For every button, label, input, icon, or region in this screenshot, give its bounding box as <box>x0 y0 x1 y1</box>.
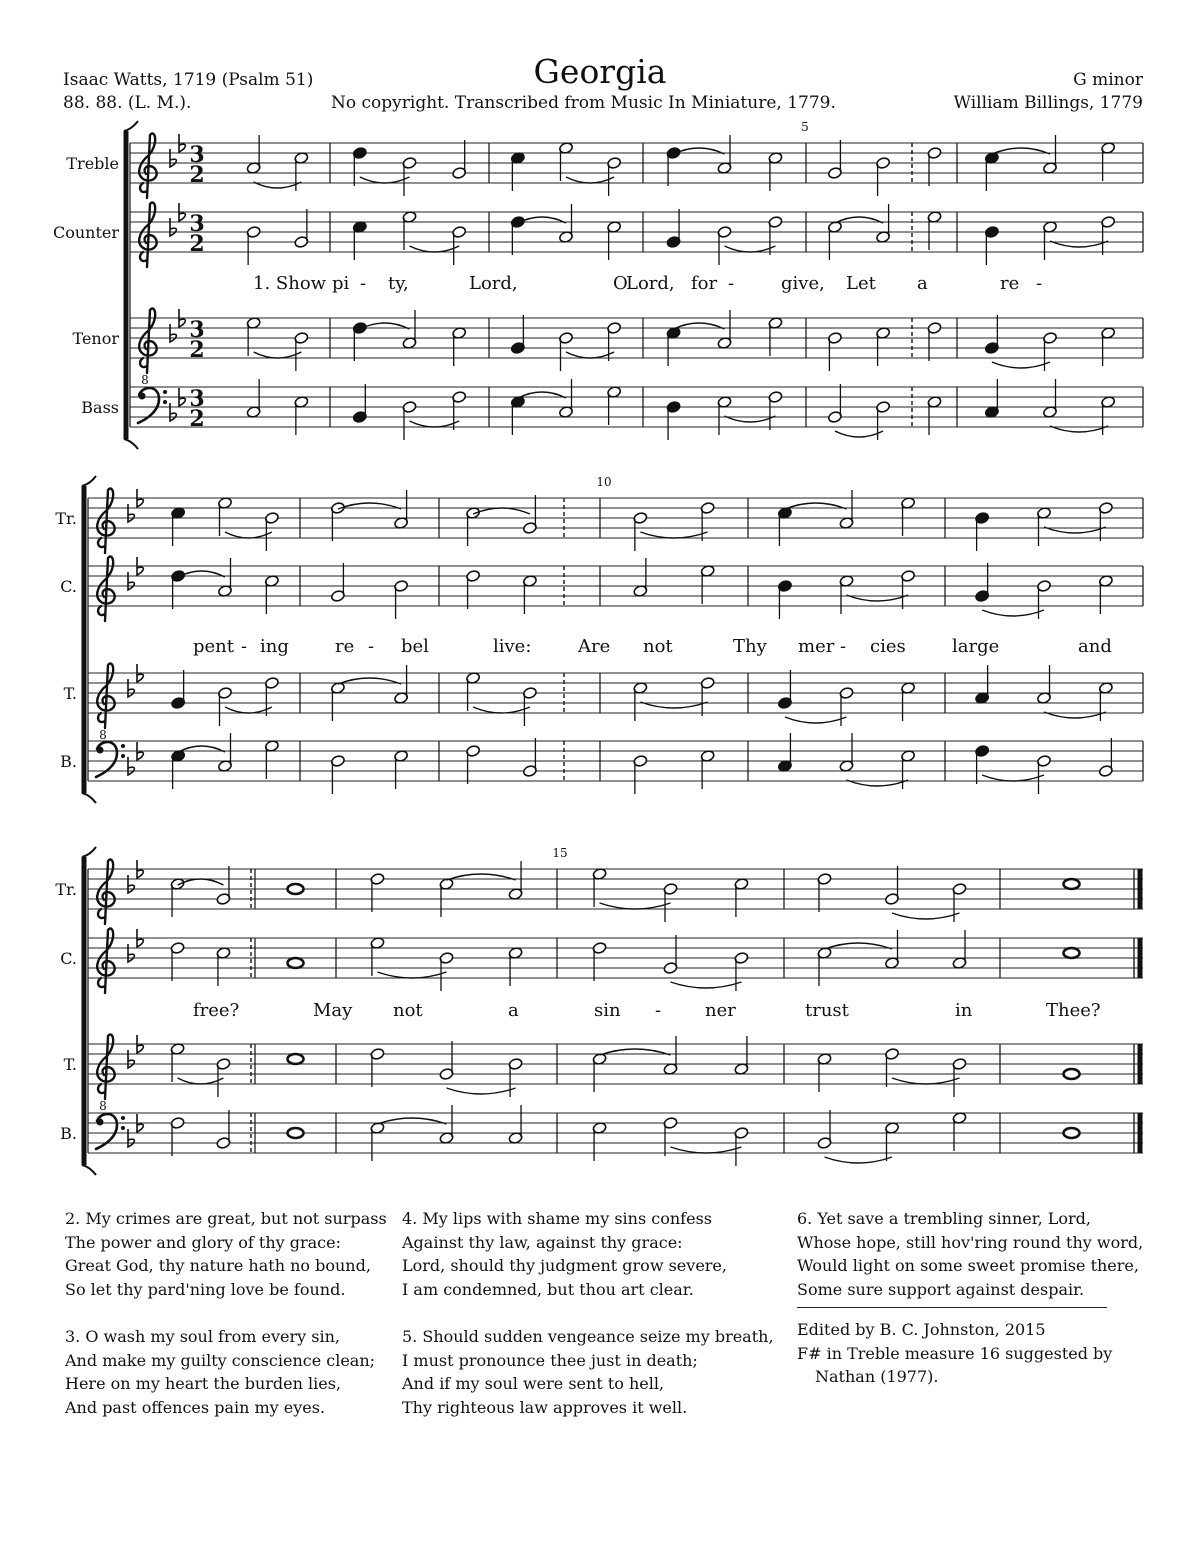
lyric-syllable: O <box>613 273 628 294</box>
lyric-syllable: and <box>1078 636 1112 657</box>
octave-mark: 8 <box>141 373 149 387</box>
lyric-syllable: live: <box>493 636 532 657</box>
bass-clef-dot <box>121 744 125 748</box>
measure-number: 5 <box>801 120 809 134</box>
lyric-syllable: Lord, <box>626 273 675 294</box>
measure-number: 15 <box>552 846 568 860</box>
lyric-syllable: - <box>241 636 248 657</box>
flat-icon <box>128 757 134 775</box>
whole-note-head <box>288 958 304 968</box>
lyric-syllable: cies <box>870 636 906 657</box>
lyric-syllable: ing <box>260 636 289 657</box>
lyric-syllable: 1. Show <box>253 273 327 294</box>
part-name: C. <box>60 949 77 968</box>
lyric-syllable: pent <box>193 636 235 657</box>
slur <box>640 532 707 538</box>
verse-4 <box>402 1207 774 1301</box>
lyric-syllable: large <box>952 636 1000 657</box>
bass-clef-dot <box>163 390 167 394</box>
flat-icon <box>128 1050 134 1068</box>
verse-5 <box>402 1325 774 1419</box>
flat-icon <box>128 504 134 522</box>
lyric-syllable: in <box>955 1000 973 1021</box>
flat-icon <box>170 149 176 167</box>
lyric-syllable: Thee? <box>1046 1000 1101 1021</box>
bass-clef-dot <box>121 1126 125 1130</box>
editorial-notes <box>797 1318 1143 1389</box>
whole-note-head <box>1064 879 1080 889</box>
verse-line: 3. O wash my soul from every sin, <box>65 1327 340 1346</box>
lyric-syllable: - <box>840 636 847 657</box>
lyric-syllable: - <box>728 273 735 294</box>
part-name: Bass <box>81 398 119 417</box>
octave-mark: 8 <box>99 1099 107 1113</box>
slur <box>225 532 272 538</box>
time-signature-top: 3 <box>189 386 205 412</box>
flat-icon <box>128 944 134 962</box>
slur <box>825 1157 893 1163</box>
slur <box>785 717 847 723</box>
editorial-line: Edited by B. C. Johnston, 2015 <box>797 1320 1046 1339</box>
lyric-syllable: Thy <box>733 636 767 657</box>
part-name: Tr. <box>55 509 77 528</box>
lyric-syllable: ty, <box>388 273 409 294</box>
time-signature-bottom: 2 <box>189 337 205 363</box>
lyric-syllable: sin <box>594 1000 621 1021</box>
flat-icon <box>128 875 134 893</box>
lyric-syllable: re <box>1000 273 1020 294</box>
slur <box>566 352 614 358</box>
slur <box>982 775 1044 781</box>
slur <box>992 362 1050 368</box>
bracket-bottom <box>124 439 138 449</box>
verse-line: So let thy pard'ning love be found. <box>65 1279 346 1299</box>
text-author: Isaac Watts, 1719 (Psalm 51) <box>63 70 314 90</box>
part-name: T. <box>63 684 77 703</box>
verse-line: And if my soul were sent to hell, <box>402 1374 665 1393</box>
slur <box>835 431 883 437</box>
slur <box>447 1088 516 1094</box>
slur <box>892 913 960 919</box>
slur <box>410 421 460 427</box>
verse-line: Whose hope, still hov'ring round thy word, <box>797 1232 1144 1252</box>
verse-line: The power and glory of thy grace: <box>65 1232 341 1252</box>
slur <box>725 246 776 252</box>
flat-icon <box>128 572 134 590</box>
lyric-syllable: free? <box>193 1000 240 1021</box>
lyric-syllable: - <box>1036 273 1043 294</box>
part-name: Tenor <box>72 329 119 348</box>
whole-note-head <box>288 1054 304 1064</box>
verse-line: Lord, should thy judgment grow severe, <box>402 1256 727 1275</box>
bass-clef-dot <box>121 754 125 758</box>
whole-note-head <box>1064 1069 1080 1079</box>
verse-3 <box>65 1325 387 1419</box>
slur <box>671 1147 742 1153</box>
bass-clef-dot <box>163 400 167 404</box>
lyric-syllable: not <box>643 636 673 657</box>
octave-mark: 8 <box>99 728 107 742</box>
slur <box>473 508 530 514</box>
slur <box>566 177 614 183</box>
verses-column-2 <box>402 1207 774 1443</box>
verse-line: Great God, thy nature hath no bound, <box>65 1256 371 1275</box>
verse-6 <box>797 1207 1143 1301</box>
lyric-syllable: - <box>655 1000 662 1021</box>
verse-line: I am condemned, but thou art clear. <box>402 1279 694 1299</box>
bass-clef-dot <box>97 1119 104 1126</box>
slur <box>360 177 410 183</box>
slur <box>178 1078 224 1084</box>
flat-icon <box>128 679 134 697</box>
slur <box>178 879 224 885</box>
slur <box>600 903 671 909</box>
lyric-syllable: Let <box>846 273 876 294</box>
composer: William Billings, 1779 <box>953 93 1143 113</box>
verse-line: And make my guilty conscience clean; <box>65 1350 376 1370</box>
verse-line: 4. My lips with shame my sins confess <box>402 1209 712 1228</box>
whole-note-head <box>288 884 304 894</box>
slur <box>473 707 530 713</box>
divider <box>797 1307 1107 1308</box>
bracket-top <box>82 847 96 857</box>
part-name: Tr. <box>55 880 77 899</box>
lyric-syllable: Are <box>578 636 611 657</box>
verse-line: Some sure support against despair. <box>797 1279 1085 1299</box>
editorial-line: Nathan (1977). <box>815 1367 939 1386</box>
part-name: C. <box>60 577 77 596</box>
slur <box>377 972 446 978</box>
measure-number: 10 <box>596 475 612 489</box>
lyric-syllable: - <box>368 636 375 657</box>
lyric-syllable: a <box>917 273 928 294</box>
key-label: G minor <box>1073 70 1143 90</box>
lyric-syllable: re <box>335 636 355 657</box>
bracket-top <box>124 121 138 131</box>
lyric-syllable: ner <box>705 1000 736 1021</box>
bracket-bottom <box>82 1165 96 1175</box>
time-signature-bottom: 2 <box>189 162 205 188</box>
flat-icon <box>170 403 176 421</box>
lyric-syllable: bel <box>401 636 429 657</box>
time-signature-top: 3 <box>189 142 205 168</box>
time-signature-bottom: 2 <box>189 406 205 432</box>
time-signature-top: 3 <box>189 211 205 237</box>
lyric-syllable: mer <box>798 636 835 657</box>
bass-clef-dot <box>97 747 104 754</box>
lyric-syllable: pi <box>332 273 350 294</box>
lyric-syllable: trust <box>805 1000 849 1021</box>
time-signature-bottom: 2 <box>189 231 205 257</box>
bracket-top <box>82 476 96 486</box>
verses-column-1 <box>65 1207 387 1443</box>
verse-line: I must pronounce thee just in death; <box>402 1350 698 1370</box>
slur <box>892 1078 960 1084</box>
part-name: Treble <box>66 154 119 173</box>
flat-icon <box>170 324 176 342</box>
lyric-syllable: for <box>691 273 718 294</box>
time-signature-top: 3 <box>189 317 205 343</box>
verse-line: Thy righteous law approves it well. <box>402 1397 688 1417</box>
lyric-syllable: - <box>360 273 367 294</box>
flat-icon <box>170 218 176 236</box>
bass-clef-dot <box>139 393 146 400</box>
part-name: B. <box>60 752 77 771</box>
verse-line: 5. Should sudden vengeance seize my breath, <box>402 1327 774 1346</box>
whole-note-head <box>1064 948 1080 958</box>
slur <box>982 610 1044 616</box>
flat-icon <box>128 1129 134 1147</box>
lyric-syllable: give, <box>781 273 825 294</box>
editorial-line: F# in Treble measure 16 suggested by <box>797 1343 1113 1363</box>
verse-line: Against thy law, against thy grace: <box>402 1232 683 1252</box>
part-name: T. <box>63 1055 77 1074</box>
slur <box>225 707 272 713</box>
copyright-note: No copyright. Transcribed from Music In Miniature, 1779. <box>331 93 836 113</box>
bracket-bottom <box>82 793 96 803</box>
hymn-title: Georgia <box>533 52 667 91</box>
verse-2 <box>65 1207 387 1301</box>
lyric-syllable: a <box>508 1000 519 1021</box>
slur <box>410 246 460 252</box>
verse-line: Would light on some sweet promise there, <box>797 1256 1139 1275</box>
verse-line: 2. My crimes are great, but not surpass <box>65 1209 387 1228</box>
whole-note-head <box>1064 1128 1080 1138</box>
whole-note-head <box>288 1128 304 1138</box>
verse-line: 6. Yet save a trembling sinner, Lord, <box>797 1209 1092 1228</box>
verses-column-3 <box>797 1207 1143 1389</box>
slur <box>671 982 742 988</box>
verse-line: Here on my heart the burden lies, <box>65 1374 342 1393</box>
slur <box>254 352 302 358</box>
bass-clef-dot <box>121 1116 125 1120</box>
lyric-syllable: May <box>313 1000 353 1021</box>
meter: 88. 88. (L. M.). <box>63 93 192 113</box>
part-name: Counter <box>52 223 119 242</box>
part-name: B. <box>60 1124 77 1143</box>
lyric-syllable: Lord, <box>469 273 518 294</box>
lyric-syllable: not <box>393 1000 423 1021</box>
verse-line: And past offences pain my eyes. <box>65 1397 326 1417</box>
